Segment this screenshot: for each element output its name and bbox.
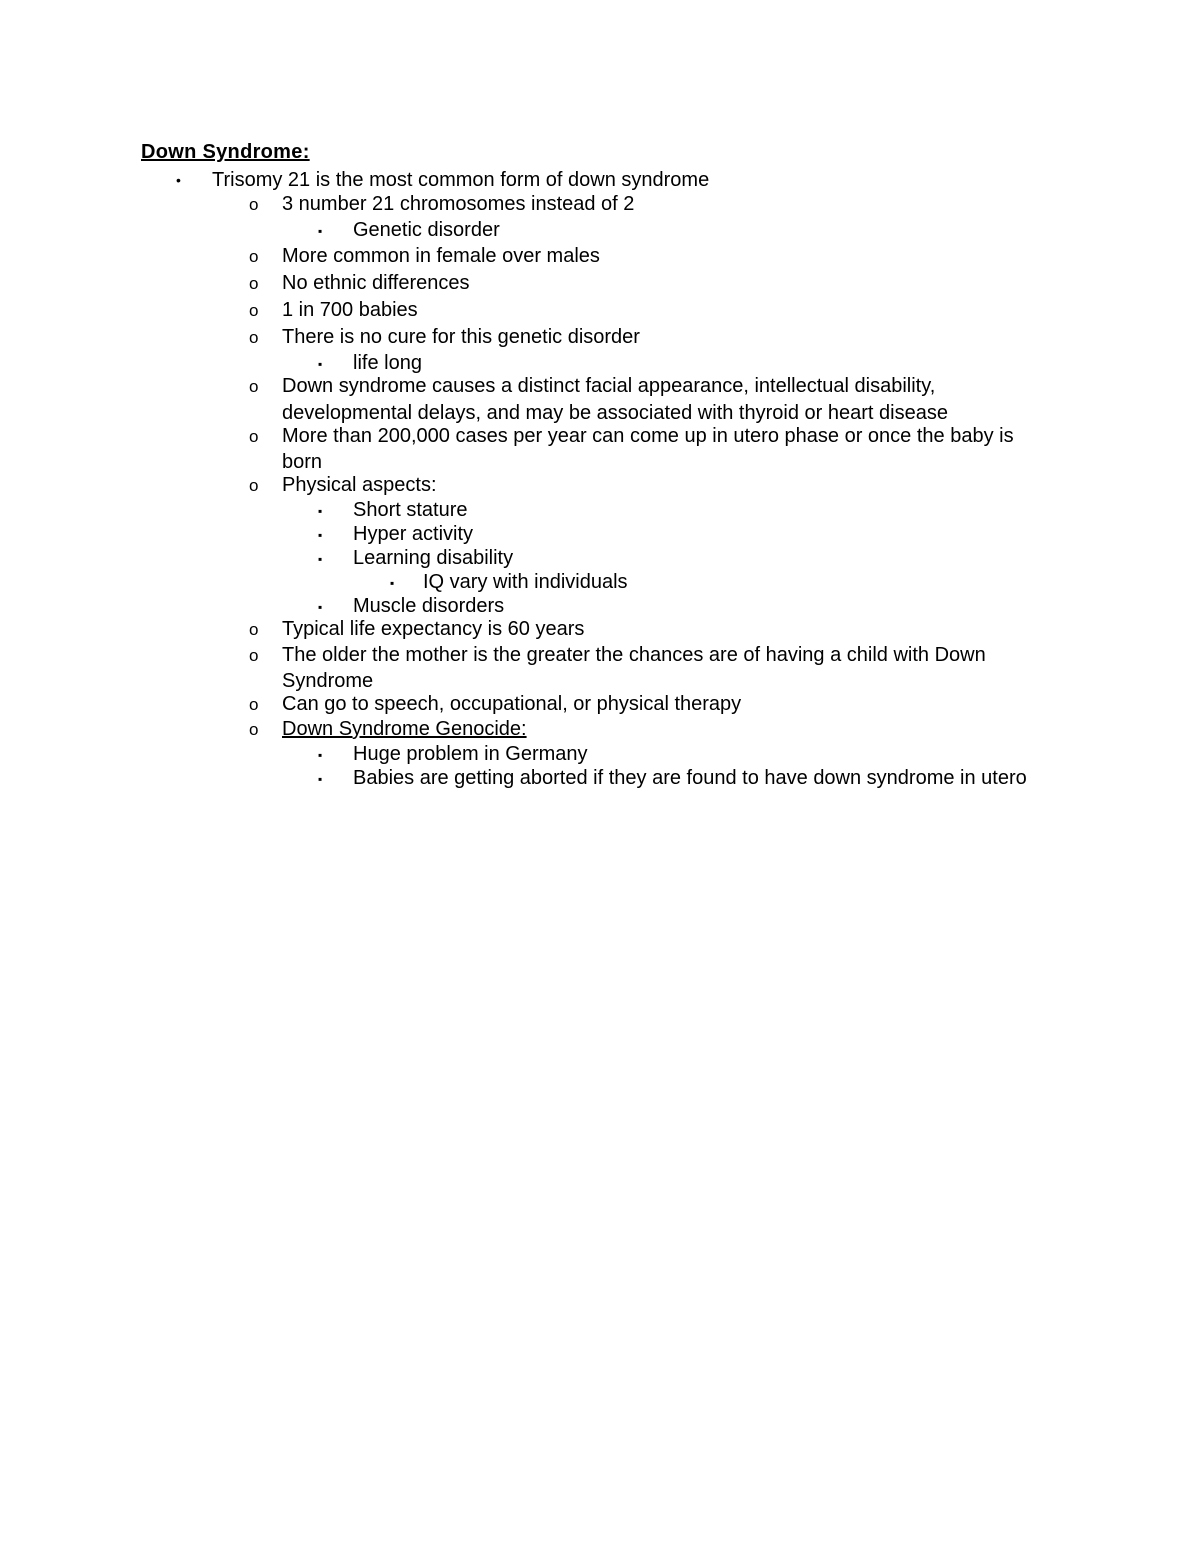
bullet-circle-icon: o bbox=[249, 195, 259, 214]
bullet-circle-icon: o bbox=[249, 301, 259, 320]
list-item-continuation: born bbox=[282, 451, 323, 473]
bullet-square-icon: ▪ bbox=[318, 528, 323, 542]
list-item: Hyper activity bbox=[353, 523, 474, 545]
bullet-square-icon: ▪ bbox=[318, 552, 323, 566]
list-item: life long bbox=[353, 352, 422, 374]
list-item: 1 in 700 babies bbox=[282, 299, 418, 321]
list-item: Huge problem in Germany bbox=[353, 743, 588, 765]
list-item: Typical life expectancy is 60 years bbox=[282, 618, 585, 640]
bullet-circle-icon: o bbox=[249, 695, 259, 714]
list-item: Can go to speech, occupational, or physical therapy bbox=[282, 693, 742, 715]
bullet-circle-icon: o bbox=[249, 328, 259, 347]
bullet-square-icon: ▪ bbox=[318, 748, 323, 762]
bullet-circle-icon: o bbox=[249, 427, 259, 446]
bullet-square-icon: ▪ bbox=[318, 357, 323, 371]
section-heading-genocide: Down Syndrome Genocide: bbox=[282, 718, 527, 740]
bullet-square-icon: ▪ bbox=[318, 772, 323, 786]
bullet-circle-icon: o bbox=[249, 274, 259, 293]
bullet-circle-icon: o bbox=[249, 377, 259, 396]
bullet-circle-icon: o bbox=[249, 720, 259, 739]
list-item: Learning disability bbox=[353, 547, 514, 569]
list-item: Muscle disorders bbox=[353, 595, 505, 617]
list-item: Babies are getting aborted if they are found to have down syndrome in utero bbox=[353, 767, 1027, 789]
list-item: Trisomy 21 is the most common form of down syndrome bbox=[212, 169, 710, 191]
bullet-square-icon: ▪ bbox=[390, 576, 395, 590]
bullet-disc-icon: • bbox=[176, 172, 181, 188]
bullet-circle-icon: o bbox=[249, 620, 259, 639]
list-item-continuation: Syndrome bbox=[282, 670, 374, 692]
list-item: There is no cure for this genetic disorder bbox=[282, 326, 640, 348]
list-item: No ethnic differences bbox=[282, 272, 470, 294]
bullet-square-icon: ▪ bbox=[318, 224, 323, 238]
list-item: Down syndrome causes a distinct facial appearance, intellectual disability, bbox=[282, 375, 936, 397]
list-item: More than 200,000 cases per year can come up in utero phase or once the baby is bbox=[282, 425, 1014, 447]
bullet-circle-icon: o bbox=[249, 646, 259, 665]
bullet-square-icon: ▪ bbox=[318, 600, 323, 614]
list-item: The older the mother is the greater the chances are of having a child with Down bbox=[282, 644, 986, 666]
list-item: IQ vary with individuals bbox=[423, 571, 628, 593]
bullet-square-icon: ▪ bbox=[318, 504, 323, 518]
list-item: More common in female over males bbox=[282, 245, 600, 267]
bullet-circle-icon: o bbox=[249, 247, 259, 266]
bullet-circle-icon: o bbox=[249, 476, 259, 495]
list-item: Short stature bbox=[353, 499, 468, 521]
list-item: 3 number 21 chromosomes instead of 2 bbox=[282, 193, 635, 215]
list-item: Genetic disorder bbox=[353, 219, 500, 241]
document-title: Down Syndrome: bbox=[141, 141, 310, 163]
list-item-continuation: developmental delays, and may be associated with thyroid or heart disease bbox=[282, 402, 948, 424]
list-item: Physical aspects: bbox=[282, 474, 437, 496]
